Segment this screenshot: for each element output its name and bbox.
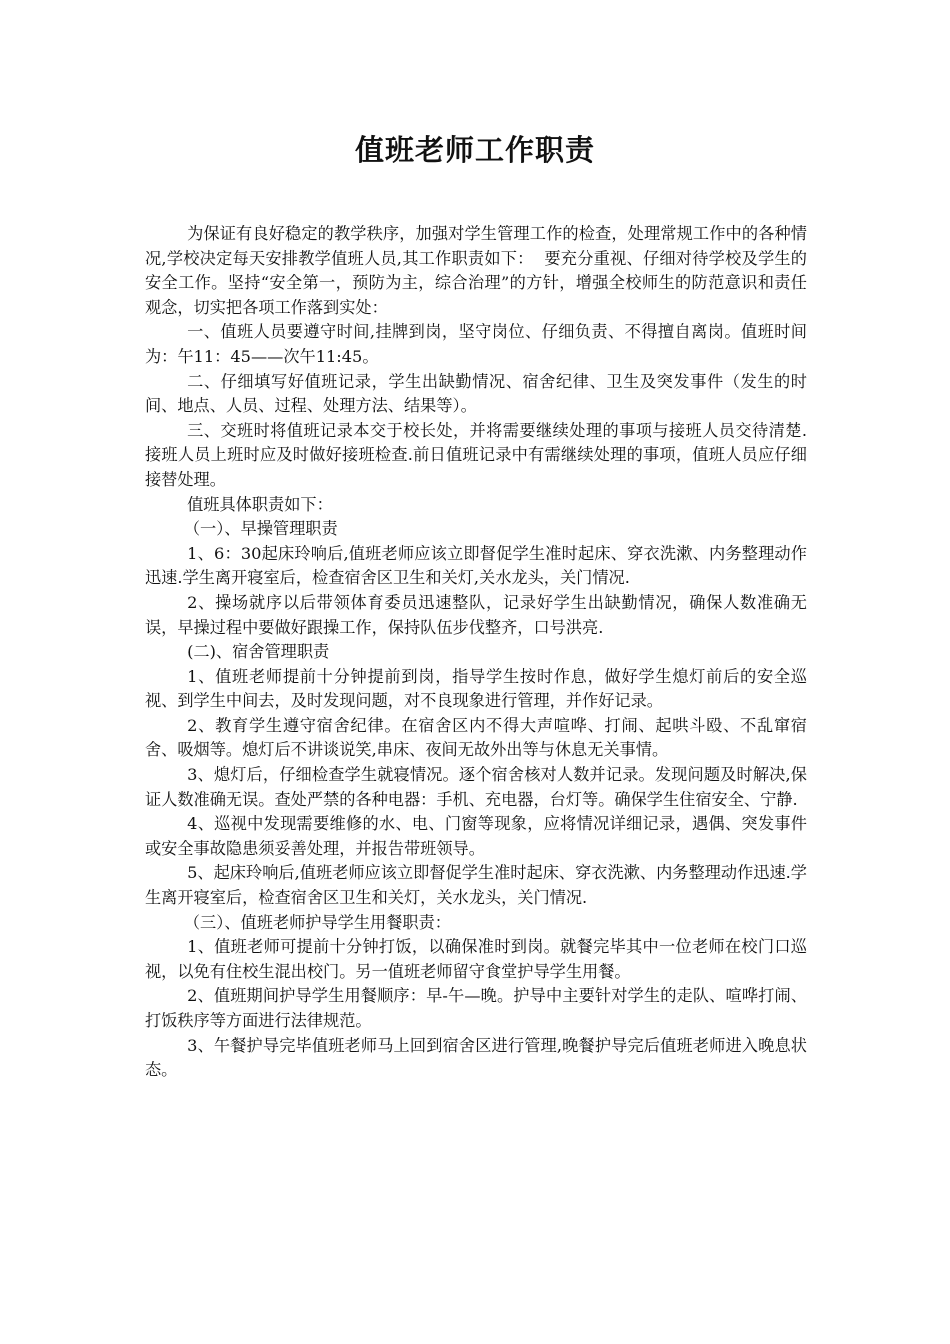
- paragraph-meal-2: 2、值班期间护导学生用餐顺序：早-午—晚。护导中主要针对学生的走队、喧哗打闹、打饭秩序等方面进行法律规范。: [145, 986, 807, 1030]
- paragraph-duty-2: 二、仔细填写好值班记录，学生出缺勤情况、宿舍纪律、卫生及突发事件（发生的时间、地点、人员、过程、处理方法、结果等）。: [145, 371, 807, 416]
- paragraph-morning-2: 2、操场就序以后带领体育委员迅速整队，记录好学生出缺勤情况，确保人数准确无误，早操过程中要做好跟操工作，保持队伍步伐整齐，口号洪亮.: [145, 592, 807, 637]
- document-body: [145, 222, 807, 1083]
- section-heading-meals: （三）、值班老师护导学生用餐职责：: [183, 912, 451, 932]
- paragraph-morning-1: 1、6：30起床玲响后,值班老师应该立即督促学生准时起床、穿衣洗漱、内务整理动作迅速.学生离开寝室后，检查宿舍区卫生和关灯,关水龙头，关门情况.: [145, 543, 807, 588]
- paragraph-dorm-2: 2、教育学生遵守宿舍纪律。在宿舍区内不得大声喧哗、打闹、起哄斗殴、不乱窜宿舍、吸烟等。熄灯后不讲谈说笑,串床、夜间无故外出等与休息无关事情。: [145, 715, 807, 760]
- paragraph-dorm-1: 1、值班老师提前十分钟提前到岗，指导学生按时作息，做好学生熄灯前后的安全巡视、到学生中间去，及时发现问题，对不良现象进行管理，并作好记录。: [145, 666, 807, 711]
- paragraph-dorm-4: 4、巡视中发现需要维修的水、电、门窗等现象，应将情况详细记录，遇偶、突发事件或安全事故隐患须妥善处理，并报告带班领导。: [145, 814, 807, 858]
- paragraph-duty-3: 三、交班时将值班记录本交于校长处，并将需要继续处理的事项与接班人员交待清楚.接班人员上班时应及时做好接班检查.前日值班记录中有需继续处理的事项，值班人员应仔细接替处理。: [145, 420, 807, 489]
- paragraph-dorm-3: 3、熄灯后，仔细检查学生就寝情况。逐个宿舍核对人数并记录。发现问题及时解决,保证人数准确无误。查处严禁的各种电器：手机、充电器，台灯等。确保学生住宿安全、宁静.: [145, 765, 807, 809]
- section-heading-dormitory: (二)、宿舍管理职责: [187, 642, 330, 662]
- paragraph-duty-1: 一、值班人员要遵守时间,挂牌到岗，坚守岗位、仔细负责、不得擅自离岗。值班时间为：午11：45——次午11:45。: [145, 322, 807, 366]
- document-title: 值班老师工作职责: [354, 133, 595, 167]
- paragraph-intro: 为保证有良好稳定的教学秩序，加强对学生管理工作的检查，处理常规工作中的各种情况,学校决定每天安排教学值班人员,其工作职责如下： 要充分重视、仔细对待学校及学生的安全工作。坚持“安全第一，预防为主，综合治理”的方针，增强全校师生的防范意识和责任观念，切实把各项工作落到实处：: [145, 224, 807, 317]
- paragraph-meal-1: 1、值班老师可提前十分钟打饭，以确保准时到岗。就餐完毕其中一位老师在校门口巡视，以免有住校生混出校门。另一值班老师留守食堂护导学生用餐。: [145, 937, 807, 981]
- paragraph-dorm-5: 5、起床玲响后,值班老师应该立即督促学生准时起床、穿衣洗漱、内务整理动作迅速.学生离开寝室后，检查宿舍区卫生和关灯，关水龙头，关门情况.: [145, 863, 807, 908]
- paragraph-meal-3: 3、午餐护导完毕值班老师马上回到宿舍区进行管理,晚餐护导完后值班老师进入晚息状态。: [145, 1035, 807, 1080]
- paragraph-specific-duties: 值班具体职责如下：: [187, 494, 333, 514]
- section-heading-morning-exercise: （一）、早操管理职责: [183, 519, 338, 539]
